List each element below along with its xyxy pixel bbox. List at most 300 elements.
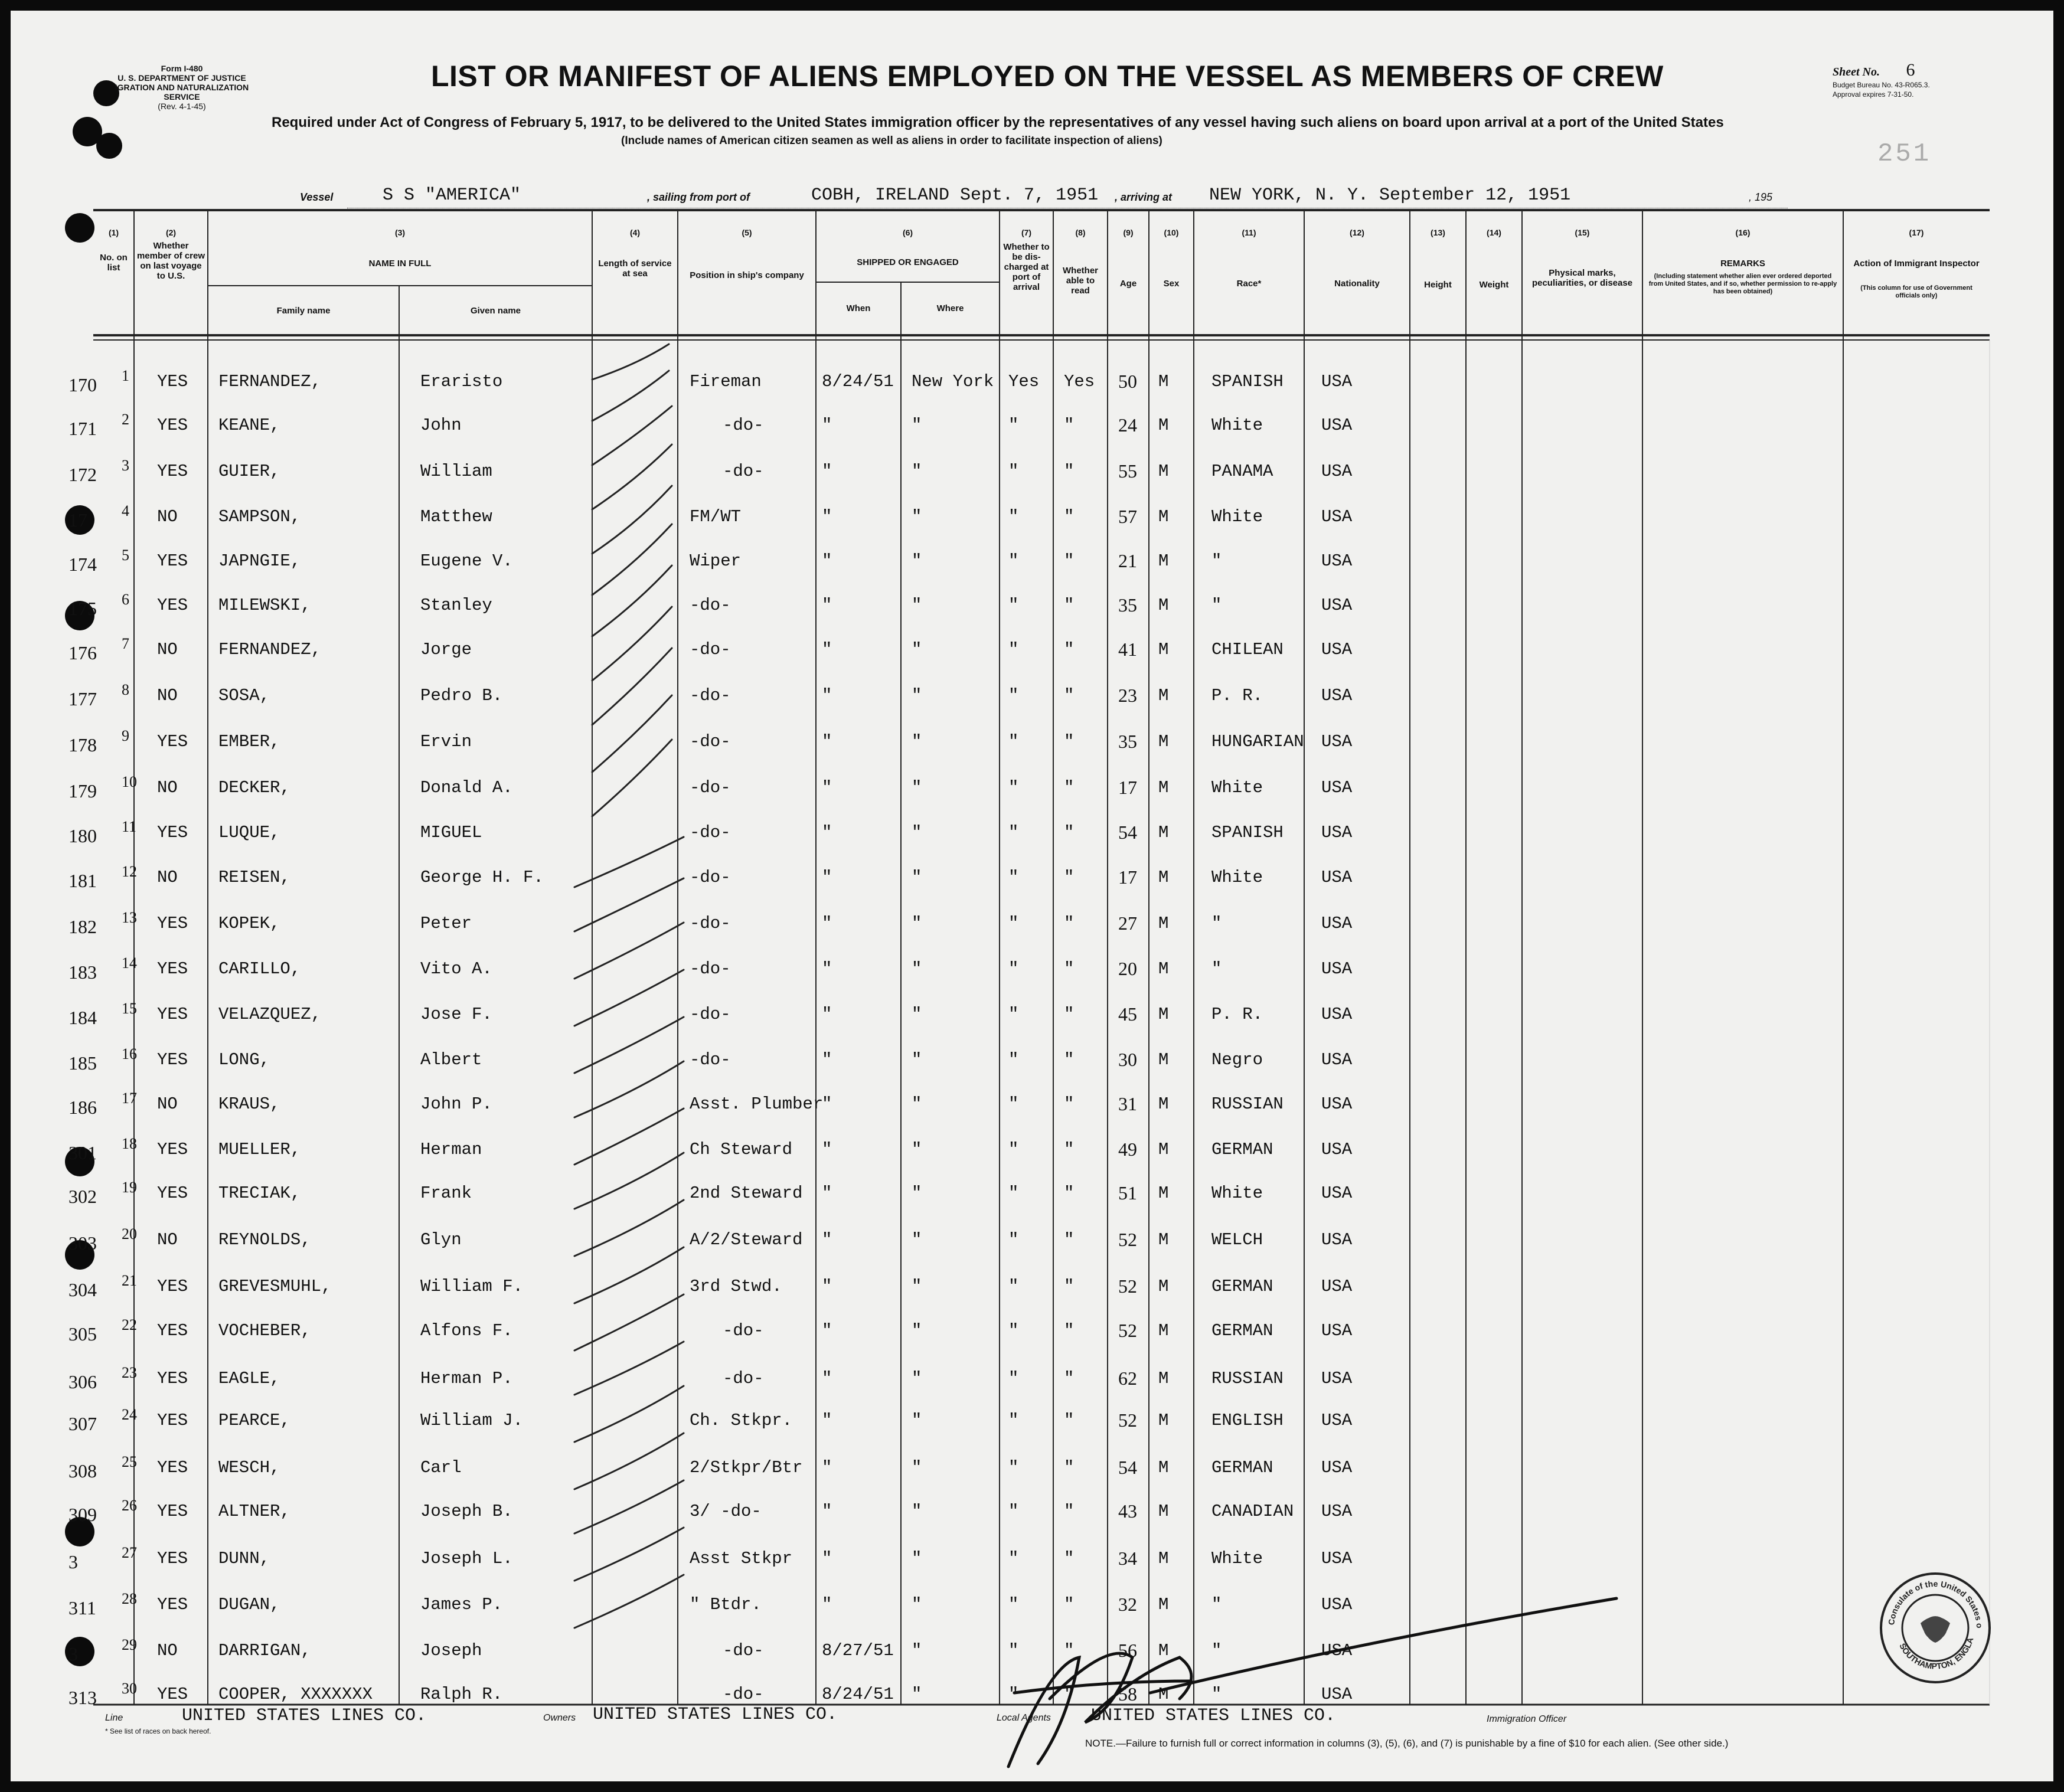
cell-prev: NO [157,1230,178,1250]
cell-disch: " [1008,1685,1019,1704]
cell-age: 50 [1118,371,1137,392]
table-row [11,1497,2053,1525]
cell-no: 16 [122,1045,137,1062]
cell-age: 51 [1118,1182,1137,1204]
cell-nat: USA [1321,1549,1353,1568]
cell-given: Ralph R. [420,1685,503,1704]
cell-nat: USA [1321,1641,1353,1660]
cell-disch: " [1008,1321,1019,1340]
cell-disch: " [1008,823,1019,842]
cell-read: " [1064,1369,1075,1388]
cell-when: " [822,551,832,571]
cell-where: " [912,1050,922,1070]
cell-where: " [912,1369,922,1388]
cell-given: Eraristo [420,372,503,391]
agents-label: Local Agents [997,1713,1051,1723]
cell-no: 25 [122,1453,137,1470]
cell-age: 30 [1118,1049,1137,1070]
cell-disch: " [1008,1050,1019,1070]
cell-disch: " [1008,1641,1019,1660]
cell-when: 8/27/51 [822,1641,894,1660]
cell-sex: M [1158,1094,1169,1114]
cell-when: " [822,1595,832,1614]
cell-nat: USA [1321,1411,1353,1430]
table-row [11,591,2053,619]
cell-no: 13 [122,909,137,926]
cell-sex: M [1158,640,1169,659]
cell-when: " [822,868,832,887]
cell-ref: 306 [68,1371,97,1392]
cell-family: KOPEK, [218,914,280,933]
cell-ref: 3 [68,1643,78,1665]
cell-sex: M [1158,1277,1169,1296]
cell-prev: NO [157,1641,178,1660]
cell-race: White [1211,778,1263,797]
cell-read: " [1064,1321,1075,1340]
cell-given: Alfons F. [420,1321,513,1340]
cell-age: 57 [1118,506,1137,527]
cell-race: White [1211,1549,1263,1568]
line-value: UNITED STATES LINES CO. [182,1706,427,1726]
column-header-c2: Whether member of crew on last voyage to U.S. [136,241,205,281]
cell-position: -do- [723,462,764,481]
table-row [11,1680,2053,1708]
cell-where: " [912,1411,922,1430]
cell-prev: NO [157,507,178,527]
column-number: (17) [1909,228,1924,237]
cell-given: Carl [420,1458,462,1477]
cell-family: KEANE, [218,416,280,435]
form-rev: (Rev. 4-1-45) [158,102,206,111]
column-header-c6b: Where [936,303,964,313]
cell-position: Fireman [690,372,762,391]
cell-disch: Yes [1008,372,1040,391]
subtitle-note: (Include names of American citizen seamen as well as aliens in order to facilitate inspection of aliens) [621,135,1162,147]
table-row [11,1179,2053,1207]
cell-no: 21 [122,1272,137,1289]
budget-number: Budget Bureau No. 43-R065.3. [1833,81,1930,89]
cell-where: " [912,1321,922,1340]
cell-family: EAGLE, [218,1369,280,1388]
cell-age: 56 [1118,1640,1137,1661]
column-header-c12: Nationality [1334,279,1380,289]
cell-read: " [1064,1277,1075,1296]
cell-where: New York [912,372,994,391]
cell-nat: USA [1321,959,1353,979]
column-header-c5: Position in ship's company [690,270,804,280]
cell-sex: M [1158,416,1169,435]
cell-sex: M [1158,1050,1169,1070]
cell-no: 18 [122,1135,137,1152]
cell-position: -do- [723,1641,764,1660]
cell-read: " [1064,1094,1075,1114]
cell-position: 2/Stkpr/Btr [690,1458,803,1477]
cell-read: " [1064,1230,1075,1250]
cell-given: Albert [420,1050,482,1070]
cell-nat: USA [1321,823,1353,842]
cell-where: " [912,686,922,705]
cell-disch: " [1008,914,1019,933]
cell-position: Ch Steward [690,1140,793,1159]
column-header-c11: Race* [1236,279,1262,289]
cell-position: -do- [690,823,731,842]
cell-race: " [1211,1685,1222,1704]
cell-age: 17 [1118,777,1137,798]
cell-no: 12 [122,863,137,880]
cell-nat: USA [1321,1230,1353,1250]
cell-where: " [912,1277,922,1296]
cell-position: -do- [723,1369,764,1388]
cell-sex: M [1158,372,1169,391]
cell-read: " [1064,823,1075,842]
cell-given: John [420,416,462,435]
cell-nat: USA [1321,686,1353,705]
cell-when: " [822,640,832,659]
table-row [11,547,2053,575]
cell-race: GERMAN [1211,1321,1273,1340]
cell-ref: 303 [68,1232,97,1254]
cell-read: " [1064,1005,1075,1024]
cell-given: William [420,462,492,481]
column-header-c16: REMARKS [1720,259,1765,269]
cell-where: " [912,1140,922,1159]
cell-given: Peter [420,914,472,933]
cell-family: VOCHEBER, [218,1321,311,1340]
cell-ref: 178 [68,734,97,756]
cell-nat: USA [1321,507,1353,527]
cell-sex: M [1158,1005,1169,1024]
cell-race: " [1211,551,1222,571]
form-number: Form I-480 [161,64,203,73]
cell-race: P. R. [1211,686,1263,705]
cell-race: " [1211,1641,1222,1660]
cell-race: HUNGARIAN [1211,732,1304,751]
vessel-name: S S "AMERICA" [383,185,521,205]
cell-given: Matthew [420,507,492,527]
column-number: (12) [1350,228,1364,237]
column-number: (2) [165,228,177,237]
column-header-c10: Sex [1163,279,1180,289]
seal-graphic [1876,1569,1994,1687]
cell-position: -do- [690,732,731,751]
cell-family: DUGAN, [218,1595,280,1614]
cell-when: " [822,686,832,705]
cell-read: " [1064,640,1075,659]
cell-position: -do- [723,416,764,435]
cell-race: ENGLISH [1211,1411,1284,1430]
cell-position: -do- [690,1005,731,1024]
cell-race: GERMAN [1211,1458,1273,1477]
cell-given: George H. F. [420,868,544,887]
cell-nat: USA [1321,1458,1353,1477]
cell-given: Frank [420,1183,472,1203]
table-row [11,909,2053,937]
cell-race: " [1211,596,1222,615]
cell-position: -do- [723,1321,764,1340]
cell-family: KRAUS, [218,1094,280,1114]
column-number: (8) [1075,228,1086,237]
cell-nat: USA [1321,640,1353,659]
cell-sex: M [1158,686,1169,705]
cell-disch: " [1008,1595,1019,1614]
cell-given: Vito A. [420,959,492,979]
cell-sex: M [1158,914,1169,933]
cell-given: Jorge [420,640,472,659]
cell-when: " [822,416,832,435]
cell-read: " [1064,596,1075,615]
cell-when: " [822,1005,832,1024]
table-row [11,457,2053,485]
cell-given: MIGUEL [420,823,482,842]
cell-position: 3rd Stwd. [690,1277,782,1296]
cell-position: -do- [723,1685,764,1704]
cell-position: 2nd Steward [690,1183,803,1203]
cell-race: P. R. [1211,1005,1263,1024]
cell-ref: 176 [68,642,97,663]
column-header-c9: Age [1119,279,1137,289]
cell-when: " [822,1277,832,1296]
cell-read: " [1064,551,1075,571]
cell-read: " [1064,732,1075,751]
cell-prev: YES [157,1549,188,1568]
cell-prev: YES [157,416,188,435]
cell-prev: YES [157,1502,188,1521]
cell-nat: USA [1321,1140,1353,1159]
cell-prev: YES [157,823,188,842]
cell-where: " [912,1502,922,1521]
table-row [11,367,2053,395]
cell-family: REYNOLDS, [218,1230,311,1250]
cell-when: " [822,959,832,979]
cell-sex: M [1158,1502,1169,1521]
cell-no: 29 [122,1636,137,1653]
cell-prev: YES [157,1411,188,1430]
cell-read: " [1064,959,1075,979]
cell-when: " [822,1183,832,1203]
cell-age: 52 [1118,1320,1137,1341]
table-row [11,1135,2053,1163]
cell-where: " [912,1094,922,1114]
cell-when: " [822,1321,832,1340]
cell-race: White [1211,1183,1263,1203]
agents-value: UNITED STATES LINES CO. [1091,1706,1336,1726]
cell-where: " [912,868,922,887]
cell-given: Pedro B. [420,686,503,705]
cell-no: 17 [122,1090,137,1107]
cell-ref: 305 [68,1323,97,1345]
cell-age: 35 [1118,594,1137,616]
cell-ref: 181 [68,870,97,891]
cell-nat: USA [1321,1183,1353,1203]
cell-nat: USA [1321,914,1353,933]
cell-sex: M [1158,1183,1169,1203]
cell-when: " [822,1050,832,1070]
cell-family: CARILLO, [218,959,301,979]
cell-no: 30 [122,1680,137,1697]
cell-family: COOPER, XXXXXXX [218,1685,373,1704]
cell-where: " [912,1183,922,1203]
cell-sex: M [1158,959,1169,979]
cell-disch: " [1008,416,1019,435]
cell-disch: " [1008,462,1019,481]
cell-nat: USA [1321,868,1353,887]
cell-sex: M [1158,1685,1169,1704]
cell-read: " [1064,1595,1075,1614]
cell-age: 41 [1118,639,1137,660]
cell-read: " [1064,1458,1075,1477]
cell-nat: USA [1321,778,1353,797]
cell-no: 2 [122,411,129,428]
cell-position: Ch. Stkpr. [690,1411,793,1430]
cell-ref: 186 [68,1097,97,1118]
cell-prev: NO [157,778,178,797]
cell-sex: M [1158,732,1169,751]
cell-given: Joseph L. [420,1549,513,1568]
cell-prev: YES [157,1685,188,1704]
cell-sex: M [1158,1321,1169,1340]
column-header-c13: Height [1424,280,1452,290]
cell-position: Asst. Plumber [690,1094,824,1114]
stamp-number: 251 [1877,139,1932,169]
table-row [11,954,2053,983]
cell-age: 52 [1118,1229,1137,1250]
cell-ref: 182 [68,916,97,937]
seal-city: SOUTHAMPTON, ENGLA [1898,1636,1975,1671]
cell-age: 55 [1118,460,1137,482]
cell-no: 15 [122,1000,137,1017]
cell-age: 23 [1118,685,1137,706]
cell-race: Negro [1211,1050,1263,1070]
cell-position: -do- [690,778,731,797]
cell-family: LONG, [218,1050,270,1070]
cell-sex: M [1158,1369,1169,1388]
table-row [11,635,2053,663]
table-row [11,502,2053,531]
cell-no: 27 [122,1544,137,1561]
cell-where: " [912,1458,922,1477]
cell-read: " [1064,778,1075,797]
cell-position: -do- [690,868,731,887]
cell-family: JAPNGIE, [218,551,301,571]
table-row [11,1272,2053,1300]
cell-prev: NO [157,640,178,659]
table-row [11,773,2053,802]
cell-when: " [822,1369,832,1388]
cell-where: " [912,732,922,751]
cell-age: 27 [1118,913,1137,934]
table-row [11,1000,2053,1028]
cell-where: " [912,596,922,615]
column-number: (14) [1487,228,1501,237]
cell-nat: USA [1321,1685,1353,1704]
cell-disch: " [1008,1230,1019,1250]
table-row [11,1225,2053,1254]
cell-read: " [1064,914,1075,933]
cell-where: " [912,1230,922,1250]
cell-race: White [1211,507,1263,527]
manifest-sheet [11,11,2053,1781]
cell-sex: M [1158,1641,1169,1660]
cell-sex: M [1158,1140,1169,1159]
cell-family: DARRIGAN, [218,1641,311,1660]
cell-age: 58 [1118,1683,1137,1705]
cell-age: 21 [1118,550,1137,571]
cell-given: William F. [420,1277,524,1296]
cell-race: RUSSIAN [1211,1369,1284,1388]
cell-race: White [1211,416,1263,435]
cell-read: " [1064,868,1075,887]
cell-when: " [822,596,832,615]
cell-position: -do- [690,914,731,933]
cell-when: " [822,823,832,842]
sheet-number: 6 [1906,60,1915,80]
cell-when: " [822,914,832,933]
cell-family: FERNANDEZ, [218,372,322,391]
cell-family: EMBER, [218,732,280,751]
cell-read: " [1064,1502,1075,1521]
cell-when: 8/24/51 [822,372,894,391]
cell-family: GREVESMUHL, [218,1277,332,1296]
cell-where: " [912,1549,922,1568]
cell-ref: 184 [68,1007,97,1028]
cell-given: William J. [420,1411,524,1430]
column-number: (4) [629,228,641,237]
cell-race: WELCH [1211,1230,1263,1250]
cell-when: " [822,1458,832,1477]
officer-label: Immigration Officer [1487,1714,1567,1724]
table-row [11,1453,2053,1482]
cell-no: 24 [122,1406,137,1423]
column-header-c1: No. on list [100,253,128,273]
cell-ref: 183 [68,962,97,983]
cell-sex: M [1158,1230,1169,1250]
column-number: (10) [1164,228,1179,237]
cell-ref: 308 [68,1460,97,1482]
cell-ref: 172 [68,464,97,485]
cell-nat: USA [1321,416,1353,435]
cell-prev: YES [157,1140,188,1159]
cell-read: " [1064,686,1075,705]
cell-read: " [1064,1411,1075,1430]
table-row [11,863,2053,891]
cell-family: PEARCE, [218,1411,290,1430]
cell-ref: 179 [68,780,97,802]
cell-prev: YES [157,1277,188,1296]
cell-age: 31 [1118,1093,1137,1114]
cell-race: SPANISH [1211,372,1284,391]
cell-given: Jose F. [420,1005,492,1024]
cell-ref: 174 [68,554,97,575]
cell-read: " [1064,1183,1075,1203]
cell-family: FERNANDEZ, [218,640,322,659]
cell-age: 52 [1118,1410,1137,1431]
cell-nat: USA [1321,1005,1353,1024]
cell-nat: USA [1321,1277,1353,1296]
cell-age: 32 [1118,1594,1137,1615]
column-header-c17b: (This column for use of Government officials only) [1860,285,1972,299]
column-header-c16b: (Including statement whether alien ever ordered deported from United States, and if so, whether permission to re-apply has been obtained) [1648,273,1837,295]
cell-position: FM/WT [690,507,742,527]
cell-no: 10 [122,773,137,790]
cell-race: " [1211,1595,1222,1614]
cell-race: GERMAN [1211,1140,1273,1159]
cell-read: " [1064,1641,1075,1660]
table-row [11,818,2053,846]
cell-no: 19 [122,1179,137,1196]
cell-position: Wiper [690,551,742,571]
cell-sex: M [1158,1411,1169,1430]
table-row [11,1636,2053,1665]
